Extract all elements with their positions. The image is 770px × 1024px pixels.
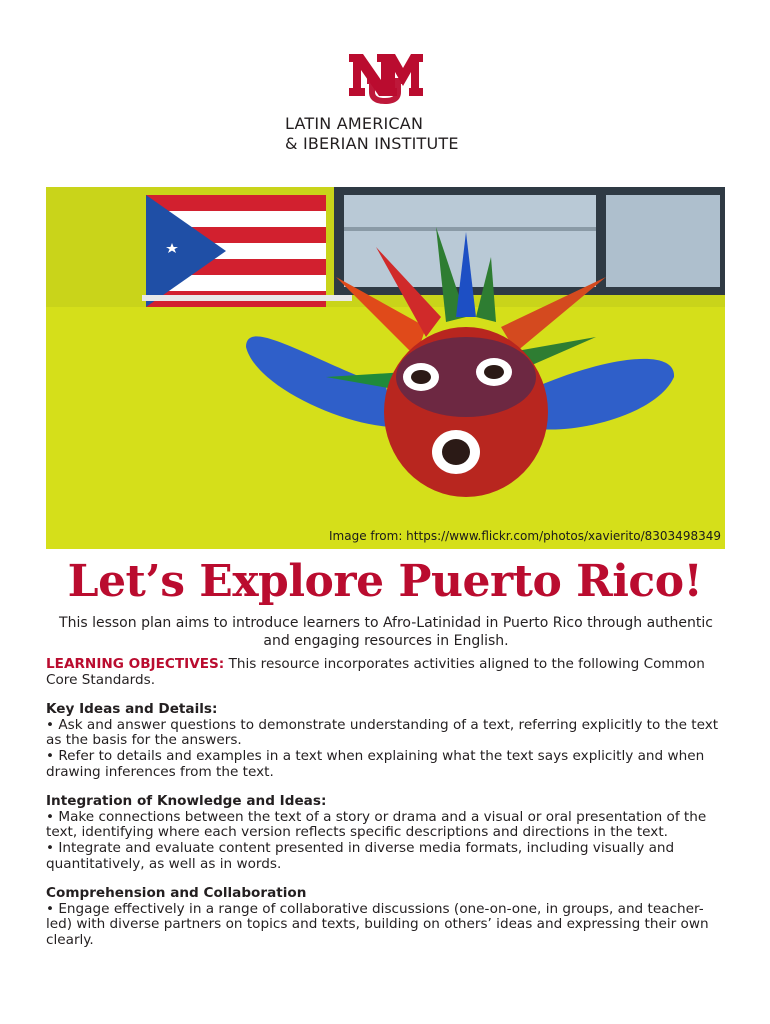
institute-name-line2: & IBERIAN INSTITUTE: [285, 134, 459, 153]
section-bullet: • Engage effectively in a range of collaborative discussions (one-on-one, in groups, and teacher-led) with diverse partners on topics and texts, building on others’ ideas and expressing their own clearly.: [46, 900, 709, 948]
vejigante-mask-photo: [46, 187, 725, 549]
section-heading: Integration of Knowledge and Ideas:: [46, 793, 327, 810]
section-heading: Key Ideas and Details:: [46, 701, 218, 718]
section-bullet: • Ask and answer questions to demonstrate understanding of a text, referring explicitly to the text as the basis for the answers.: [46, 716, 719, 749]
objectives-text: This resource incorporates activities aligned to the following Common Core Standards.: [46, 656, 705, 688]
objectives-heading: LEARNING OBJECTIVES:: [46, 656, 225, 672]
intro-paragraph: This lesson plan aims to introduce learners to Afro-Latinidad in Puerto Rico through authentic and engaging resources in English.: [59, 615, 713, 649]
image-credit: Image from: https://www.flickr.com/photos/xavierito/8303498349: [329, 529, 721, 543]
page-title: Let’s Explore Puerto Rico!: [67, 556, 703, 607]
section-heading: Comprehension and Collaboration: [46, 885, 307, 902]
lesson-body: [46, 657, 726, 949]
section-bullet: • Integrate and evaluate content presented in diverse media formats, including visually and quantitatively, as well as in words.: [46, 839, 675, 872]
objectives-paragraph: [46, 657, 726, 688]
institute-logo: [0, 48, 770, 154]
puerto-rico-flag-icon: [142, 195, 352, 307]
unm-monogram-icon: [347, 48, 423, 104]
institute-name-line1: LATIN AMERICAN: [285, 114, 424, 133]
section-bullet: • Make connections between the text of a story or drama and a visual or oral presentation of the text, identifying where each version reflects specific descriptions and directions in the text.: [46, 808, 707, 841]
photo-illustration: [46, 187, 725, 549]
section-bullet: • Refer to details and examples in a text when explaining what the text says explicitly and when drawing inferences from the text.: [46, 747, 705, 780]
